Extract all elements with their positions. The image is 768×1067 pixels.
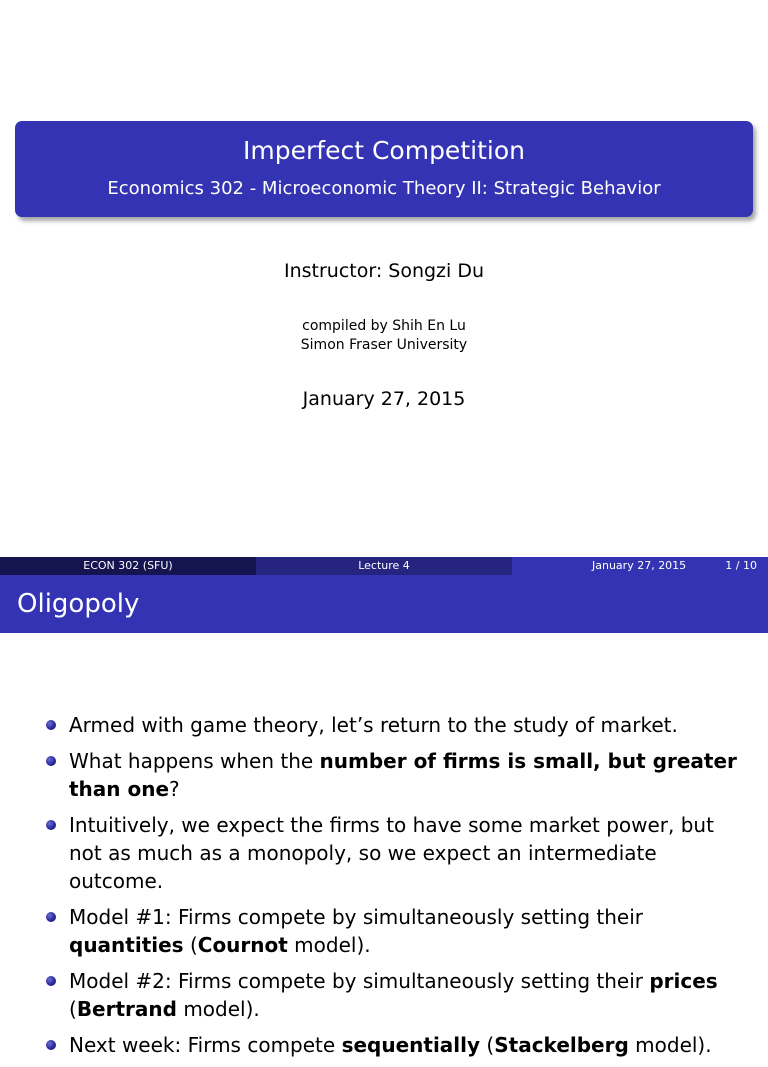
bullet-list <box>0 711 768 1067</box>
bullet-icon <box>46 720 56 730</box>
list-item: Intuitively, we expect the firms to have some market power, but not as much as a monopoly, so we expect an intermediate outcome. <box>0 811 768 895</box>
presentation-date: January 27, 2015 <box>302 388 466 410</box>
footer-course: ECON 302 (SFU) <box>0 557 256 575</box>
list-item: Next week: Firms compete sequentially (Stackelberg model). <box>0 1031 768 1059</box>
footer-right-section <box>512 557 768 575</box>
bullet-icon <box>46 1040 56 1050</box>
bullet-icon <box>46 976 56 986</box>
presentation-subtitle: Economics 302 - Microeconomic Theory II: Strategic Behavior <box>107 178 661 199</box>
bullet-icon <box>46 912 56 922</box>
bullet-icon <box>46 820 56 830</box>
compiled-by: compiled by Shih En Lu <box>302 318 466 334</box>
title-block <box>15 121 753 217</box>
footer-lecture: Lecture 4 <box>256 557 512 575</box>
list-item: What happens when the number of firms is small, but greater than one? <box>0 747 768 803</box>
institution: Simon Fraser University <box>300 337 468 353</box>
instructor-name: Instructor: Songzi Du <box>283 260 485 282</box>
bullet-icon <box>46 756 56 766</box>
slide-footer <box>0 557 768 575</box>
footer-date: January 27, 2015 <box>592 559 687 572</box>
list-item: Model #1: Firms compete by simultaneously setting their quantities (Cournot model). <box>0 903 768 959</box>
footer-page-number: 1 / 10 <box>725 559 757 572</box>
list-item: Armed with game theory, let’s return to the study of market. <box>0 711 768 739</box>
list-item: Model #2: Firms compete by simultaneously setting their prices (Bertrand model). <box>0 967 768 1023</box>
frame-title-bar <box>0 575 768 633</box>
presentation-title: Imperfect Competition <box>243 136 525 165</box>
frame-title: Oligopoly <box>17 589 140 619</box>
